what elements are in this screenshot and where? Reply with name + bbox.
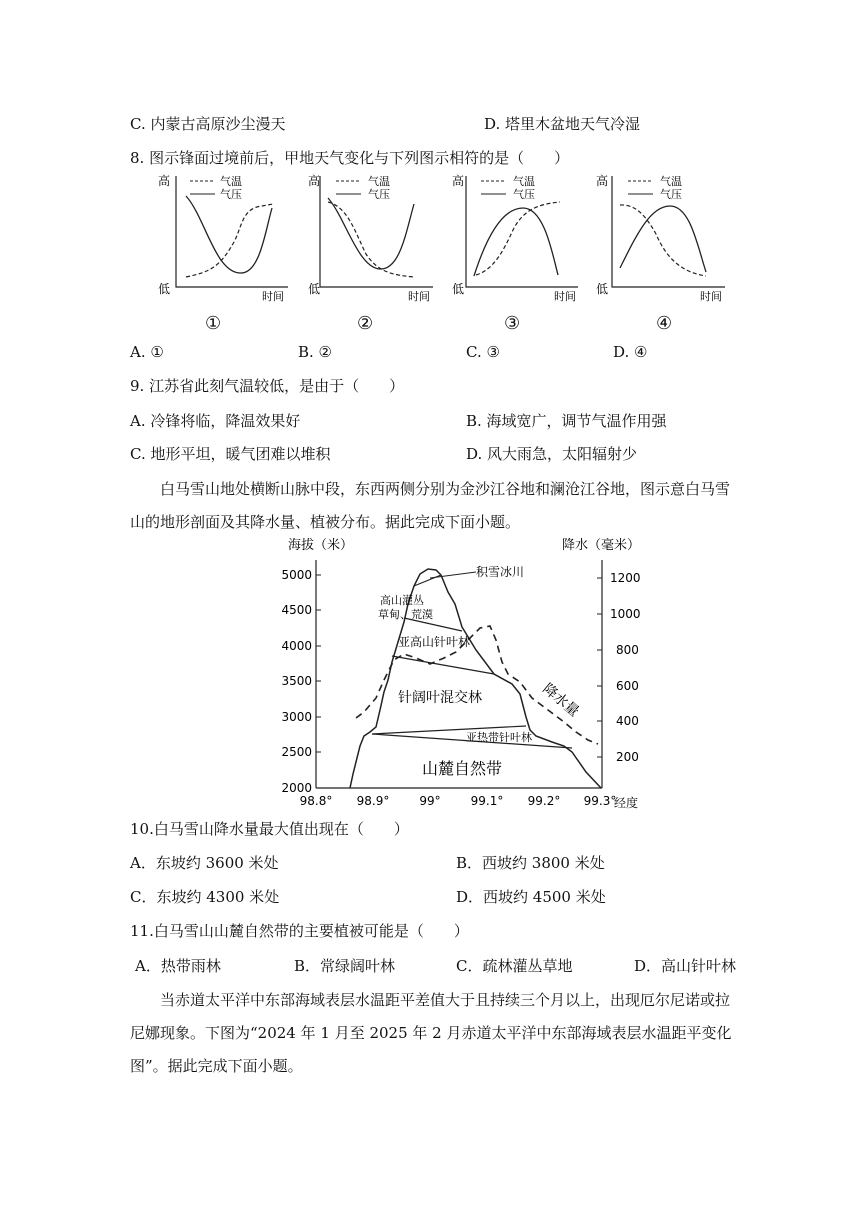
q8-option-d: D. ④: [613, 343, 648, 361]
axis-high-label: 高: [158, 174, 171, 188]
intro2-line1: 当赤道太平洋中东部海域表层水温距平差值大于且持续三个月以上，出现厄尔尼诺或拉: [160, 991, 731, 1009]
right-tick: 400: [616, 714, 639, 728]
left-tick: 4000: [281, 639, 312, 653]
intro1-line1: 白马雪山地处横断山脉中段，东西两侧分别为金沙江谷地和澜沧江谷地，图示意白马雪: [160, 480, 731, 498]
q7-option-c: C. 内蒙古高原沙尘漫天: [130, 115, 286, 133]
q10-option-d: D．西坡约 4500 米处: [456, 888, 606, 906]
axis-high-label: 高: [452, 174, 465, 188]
q8-option-a: A. ①: [130, 343, 164, 361]
x-tick: 98.9°: [356, 794, 390, 808]
intro2-line3: 图”。据此完成下面小题。: [130, 1057, 303, 1075]
q9-stem: 9. 江苏省此刻气温较低，是由于（ ）: [130, 377, 405, 395]
right-axis-title: 降水（毫米）: [562, 538, 641, 553]
q8-caption-2: ②: [357, 313, 374, 334]
q10-stem: 10.白马雪山降水量最大值出现在（ ）: [130, 820, 409, 838]
axis-low-label: 低: [158, 282, 171, 296]
x-tick: 99.3°: [583, 794, 617, 808]
axis-time-label: 时间: [408, 290, 430, 303]
x-tick: 99.1°: [470, 794, 504, 808]
pressure-curve: [474, 208, 558, 276]
right-tick: 1200: [610, 571, 641, 585]
left-axis-title: 海拔（米）: [288, 538, 354, 553]
q10-option-b: B．西坡约 3800 米处: [456, 854, 605, 872]
axis-time-label: 时间: [700, 290, 722, 303]
right-tick: 200: [616, 750, 639, 764]
left-tick: 5000: [281, 568, 312, 582]
axis-low-label: 低: [596, 282, 609, 296]
legend-pressure: 气压: [220, 188, 242, 201]
zone-label-subalpine: 亚高山针叶林: [398, 635, 471, 649]
q9-option-b: B. 海域宽广，调节气温作用强: [466, 412, 667, 430]
mountain-profile-figure: [280, 532, 660, 817]
q8-option-b: B. ②: [298, 343, 333, 361]
legend-pressure: 气压: [660, 188, 682, 201]
pressure-curve: [620, 206, 706, 272]
legend-temp: 气温: [368, 175, 390, 188]
legend-temp: 气温: [220, 175, 242, 188]
q11-option-b: B．常绿阔叶林: [294, 957, 396, 975]
q8-option-c: C. ③: [466, 343, 500, 361]
temperature-curve: [620, 205, 706, 276]
q11-stem: 11.白马雪山山麓自然带的主要植被可能是（ ）: [130, 922, 469, 940]
q8-stem: 8. 图示锋面过境前后，甲地天气变化与下列图示相符的是（ ）: [130, 149, 570, 167]
q11-option-d: D．高山针叶林: [634, 957, 737, 975]
precip-curve-label: 降水量: [539, 680, 582, 721]
q10-option-c: C．东坡约 4300 米处: [130, 888, 280, 906]
q8-caption-3: ③: [504, 313, 521, 334]
legend-temp: 气温: [513, 175, 535, 188]
q10-option-a: A．东坡约 3600 米处: [130, 854, 279, 872]
left-tick: 3000: [281, 710, 312, 724]
intro1-line2: 山的地形剖面及其降水量、植被分布。据此完成下面小题。: [130, 513, 521, 531]
axis-low-label: 低: [308, 282, 321, 296]
axis-high-label: 高: [596, 174, 609, 188]
axis-low-label: 低: [452, 282, 465, 296]
q8-caption-1: ①: [205, 313, 222, 334]
x-tick: 99.2°: [527, 794, 561, 808]
q8-caption-4: ④: [656, 313, 673, 334]
q8-chart-4: [592, 172, 742, 304]
right-tick: 1000: [610, 607, 641, 621]
left-tick: 3500: [281, 674, 312, 688]
temperature-curve: [186, 204, 273, 277]
legend-pressure: 气压: [513, 188, 535, 201]
left-tick: 2500: [281, 745, 312, 759]
axis-high-label: 高: [308, 174, 321, 188]
x-unit-label: 经度: [614, 796, 639, 810]
axis-time-label: 时间: [554, 290, 576, 303]
right-tick: 600: [616, 679, 639, 693]
left-tick: 4500: [281, 603, 312, 617]
zone-label-foot: 山麓自然带: [422, 759, 503, 778]
q9-option-c: C. 地形平坦，暖气团难以堆积: [130, 445, 331, 463]
zone-label-shrub-2: 草甸、荒漠: [378, 608, 433, 621]
q9-option-d: D. 风大雨急，太阳辐射少: [466, 445, 638, 463]
precipitation-curve: [356, 626, 598, 744]
left-tick: 2000: [281, 781, 312, 795]
q8-chart-2: [300, 172, 450, 304]
q11-option-c: C．疏林灌丛草地: [456, 957, 573, 975]
right-tick: 800: [616, 643, 639, 657]
x-tick: 98.8°: [299, 794, 333, 808]
q11-option-a: A．热带雨林: [135, 957, 221, 975]
zone-label-mixed: 针阔叶混交林: [398, 690, 482, 706]
q9-option-a: A. 冷锋将临，降温效果好: [130, 412, 301, 430]
q8-chart-3: [448, 172, 598, 304]
legend-pressure: 气压: [368, 188, 390, 201]
zone-label-glacier: 积雪冰川: [476, 565, 525, 579]
axis-time-label: 时间: [262, 290, 284, 303]
pressure-curve: [186, 196, 272, 273]
x-tick: 99°: [419, 794, 441, 808]
legend-temp: 气温: [660, 175, 682, 188]
q8-chart-1: [150, 172, 300, 304]
intro2-line2: 尼娜现象。下图为“2024 年 1 月至 2025 年 2 月赤道太平洋中东部海域表层水温距平变化: [130, 1024, 732, 1042]
zone-label-subtropical: 亚热带针叶林: [466, 731, 532, 744]
zone-label-shrub-1: 高山灌丛: [380, 594, 424, 607]
q7-option-d: D. 塔里木盆地天气冷湿: [484, 115, 641, 133]
